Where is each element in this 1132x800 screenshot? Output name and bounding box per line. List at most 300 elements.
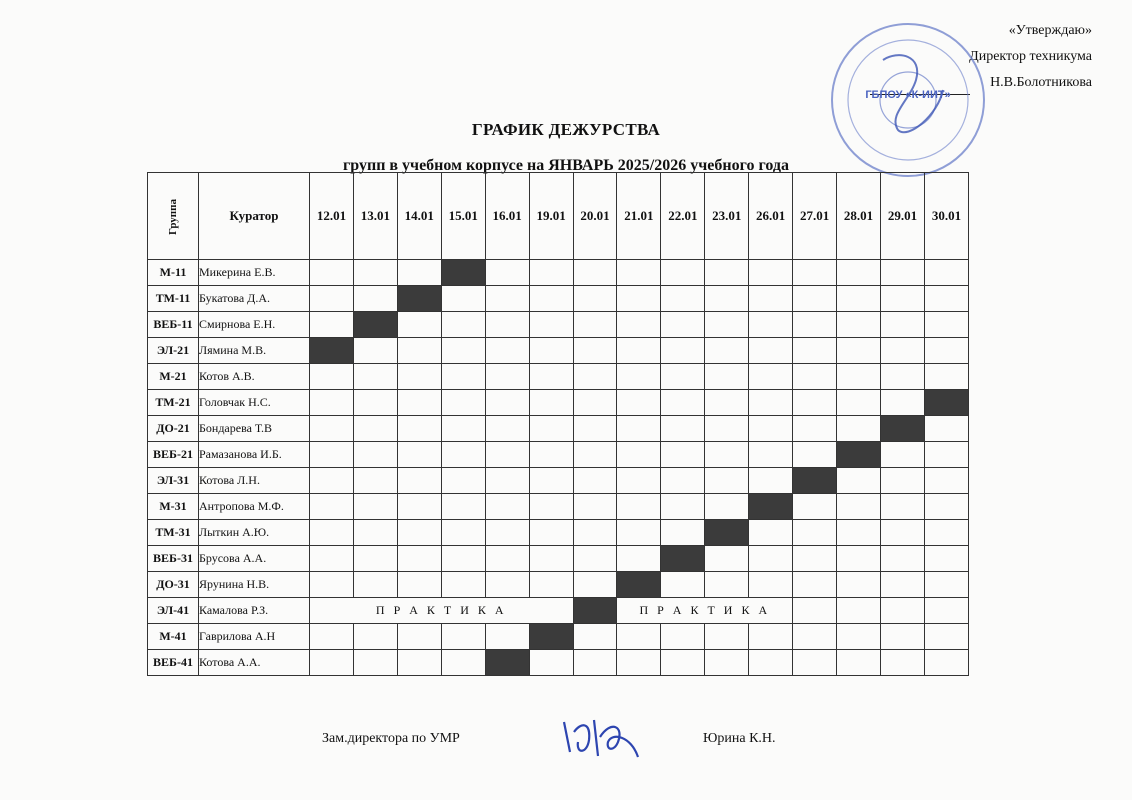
- schedule-cell: [353, 520, 397, 546]
- group-cell: М-21: [148, 364, 199, 390]
- schedule-cell: [880, 468, 924, 494]
- header-date: 16.01: [485, 173, 529, 260]
- practice-cell: П Р А К Т И К А: [617, 598, 793, 624]
- header-date: 30.01: [924, 173, 968, 260]
- schedule-cell: [749, 338, 793, 364]
- schedule-cell: [837, 416, 881, 442]
- schedule-cell: [573, 338, 617, 364]
- schedule-cell: [353, 442, 397, 468]
- schedule-cell: [661, 312, 705, 338]
- schedule-cell: [310, 364, 354, 390]
- schedule-cell: [310, 650, 354, 676]
- table-row: [148, 364, 969, 390]
- schedule-cell: [661, 494, 705, 520]
- schedule-cell: [353, 650, 397, 676]
- schedule-cell: [837, 494, 881, 520]
- schedule-cell: [705, 546, 749, 572]
- schedule-cell: [397, 364, 441, 390]
- header-date: 15.01: [441, 173, 485, 260]
- schedule-cell: [749, 624, 793, 650]
- table-row: [148, 260, 969, 286]
- schedule-cell: [617, 338, 661, 364]
- curator-cell: Котова А.А.: [199, 650, 310, 676]
- schedule-cell: [924, 572, 968, 598]
- schedule-cell: [310, 572, 354, 598]
- table-row: [148, 338, 969, 364]
- schedule-cell: [793, 390, 837, 416]
- schedule-cell: [397, 624, 441, 650]
- schedule-cell: [880, 286, 924, 312]
- duty-cell: [529, 624, 573, 650]
- curator-cell: Смирнова Е.Н.: [199, 312, 310, 338]
- schedule-cell: [837, 390, 881, 416]
- schedule-cell: [573, 572, 617, 598]
- schedule-cell: [441, 338, 485, 364]
- schedule-cell: [924, 520, 968, 546]
- schedule-cell: [485, 442, 529, 468]
- schedule-cell: [661, 520, 705, 546]
- schedule-cell: [485, 468, 529, 494]
- schedule-cell: [661, 468, 705, 494]
- schedule-cell: [705, 572, 749, 598]
- schedule-cell: [397, 338, 441, 364]
- schedule-cell: [441, 650, 485, 676]
- schedule-cell: [397, 260, 441, 286]
- schedule-cell: [353, 572, 397, 598]
- group-cell: ТМ-11: [148, 286, 199, 312]
- header-date: 20.01: [573, 173, 617, 260]
- schedule-cell: [397, 494, 441, 520]
- approval-line-1: «Утверждаю»: [1008, 23, 1092, 38]
- schedule-cell: [793, 312, 837, 338]
- group-cell: ТМ-31: [148, 520, 199, 546]
- group-cell: ДО-31: [148, 572, 199, 598]
- schedule-cell: [617, 286, 661, 312]
- schedule-cell: [485, 494, 529, 520]
- schedule-cell: [880, 520, 924, 546]
- schedule-cell: [310, 416, 354, 442]
- schedule-cell: [924, 546, 968, 572]
- schedule-cell: [661, 286, 705, 312]
- schedule-cell: [573, 468, 617, 494]
- schedule-cell: [924, 442, 968, 468]
- schedule-cell: [837, 312, 881, 338]
- schedule-cell: [837, 650, 881, 676]
- header-date: 21.01: [617, 173, 661, 260]
- header-date: 23.01: [705, 173, 749, 260]
- footer-position: Зам.директора по УМР: [322, 731, 460, 746]
- schedule-cell: [837, 546, 881, 572]
- schedule-cell: [617, 312, 661, 338]
- schedule-cell: [573, 416, 617, 442]
- curator-cell: Ярунина Н.В.: [199, 572, 310, 598]
- schedule-cell: [924, 260, 968, 286]
- schedule-cell: [441, 468, 485, 494]
- schedule-cell: [529, 572, 573, 598]
- duty-cell: [353, 312, 397, 338]
- table-row: [148, 468, 969, 494]
- schedule-cell: [397, 650, 441, 676]
- schedule-cell: [485, 390, 529, 416]
- stamp-text: ГБПОУ «К-ИИТ»: [865, 89, 951, 101]
- schedule-cell: [749, 572, 793, 598]
- header-date: 14.01: [397, 173, 441, 260]
- schedule-cell: [310, 390, 354, 416]
- schedule-cell: [705, 312, 749, 338]
- curator-cell: Микерина Е.В.: [199, 260, 310, 286]
- official-stamp: [828, 20, 988, 180]
- schedule-cell: [485, 260, 529, 286]
- schedule-cell: [441, 546, 485, 572]
- schedule-cell: [705, 624, 749, 650]
- schedule-cell: [837, 364, 881, 390]
- group-cell: М-41: [148, 624, 199, 650]
- group-cell: ТМ-21: [148, 390, 199, 416]
- schedule-cell: [880, 494, 924, 520]
- group-cell: ЭЛ-21: [148, 338, 199, 364]
- table-row: [148, 598, 969, 624]
- duty-schedule-table: [147, 172, 969, 676]
- curator-cell: Бондарева Т.В: [199, 416, 310, 442]
- group-cell: ЭЛ-41: [148, 598, 199, 624]
- schedule-cell: [880, 650, 924, 676]
- schedule-cell: [529, 546, 573, 572]
- schedule-cell: [573, 494, 617, 520]
- practice-cell: П Р А К Т И К А: [310, 598, 574, 624]
- schedule-cell: [441, 442, 485, 468]
- group-cell: М-11: [148, 260, 199, 286]
- schedule-cell: [573, 546, 617, 572]
- schedule-cell: [617, 650, 661, 676]
- schedule-cell: [793, 364, 837, 390]
- schedule-cell: [617, 546, 661, 572]
- schedule-cell: [793, 260, 837, 286]
- schedule-cell: [441, 494, 485, 520]
- schedule-cell: [310, 312, 354, 338]
- schedule-cell: [837, 338, 881, 364]
- schedule-cell: [353, 260, 397, 286]
- schedule-cell: [793, 598, 837, 624]
- schedule-cell: [837, 286, 881, 312]
- approval-line-3: Н.В.Болотникова: [990, 75, 1092, 90]
- curator-cell: Головчак Н.С.: [199, 390, 310, 416]
- curator-cell: Лыткин А.Ю.: [199, 520, 310, 546]
- schedule-cell: [310, 468, 354, 494]
- group-cell: М-31: [148, 494, 199, 520]
- schedule-cell: [924, 494, 968, 520]
- schedule-cell: [529, 286, 573, 312]
- schedule-cell: [705, 286, 749, 312]
- schedule-cell: [880, 338, 924, 364]
- footer-signature: [556, 712, 646, 762]
- schedule-cell: [353, 338, 397, 364]
- schedule-cell: [837, 598, 881, 624]
- group-cell: ВЕБ-11: [148, 312, 199, 338]
- schedule-cell: [793, 572, 837, 598]
- schedule-cell: [353, 494, 397, 520]
- schedule-cell: [749, 390, 793, 416]
- schedule-cell: [485, 364, 529, 390]
- schedule-cell: [924, 364, 968, 390]
- schedule-cell: [573, 520, 617, 546]
- schedule-cell: [880, 390, 924, 416]
- schedule-cell: [529, 520, 573, 546]
- schedule-cell: [485, 416, 529, 442]
- duty-cell: [880, 416, 924, 442]
- schedule-cell: [661, 390, 705, 416]
- schedule-cell: [573, 442, 617, 468]
- schedule-cell: [924, 416, 968, 442]
- schedule-cell: [749, 416, 793, 442]
- schedule-cell: [397, 442, 441, 468]
- schedule-cell: [353, 624, 397, 650]
- curator-cell: Камалова Р.З.: [199, 598, 310, 624]
- schedule-cell: [353, 416, 397, 442]
- schedule-cell: [661, 338, 705, 364]
- schedule-cell: [573, 390, 617, 416]
- schedule-cell: [397, 572, 441, 598]
- table-row: [148, 312, 969, 338]
- table-row: [148, 494, 969, 520]
- schedule-cell: [705, 494, 749, 520]
- schedule-cell: [924, 650, 968, 676]
- schedule-cell: [617, 260, 661, 286]
- table-row: [148, 572, 969, 598]
- duty-cell: [661, 546, 705, 572]
- schedule-cell: [749, 364, 793, 390]
- schedule-cell: [880, 442, 924, 468]
- schedule-cell: [924, 624, 968, 650]
- schedule-cell: [617, 624, 661, 650]
- schedule-cell: [441, 572, 485, 598]
- duty-cell: [485, 650, 529, 676]
- schedule-cell: [485, 520, 529, 546]
- schedule-cell: [529, 494, 573, 520]
- schedule-cell: [617, 364, 661, 390]
- schedule-cell: [705, 650, 749, 676]
- duty-cell: [573, 598, 617, 624]
- schedule-cell: [353, 546, 397, 572]
- page-title: ГРАФИК ДЕЖУРСТВА: [471, 120, 661, 139]
- header-curator: Куратор: [199, 173, 310, 260]
- header-date: 26.01: [749, 173, 793, 260]
- schedule-cell: [924, 598, 968, 624]
- schedule-cell: [617, 442, 661, 468]
- schedule-cell: [310, 260, 354, 286]
- schedule-cell: [310, 546, 354, 572]
- schedule-cell: [749, 312, 793, 338]
- schedule-cell: [485, 286, 529, 312]
- schedule-cell: [837, 572, 881, 598]
- schedule-cell: [529, 416, 573, 442]
- schedule-cell: [661, 650, 705, 676]
- table-row: [148, 546, 969, 572]
- schedule-cell: [353, 286, 397, 312]
- header-group: Группа: [148, 173, 199, 260]
- schedule-cell: [880, 598, 924, 624]
- duty-cell: [705, 520, 749, 546]
- schedule-cell: [749, 260, 793, 286]
- schedule-cell: [617, 468, 661, 494]
- schedule-cell: [793, 442, 837, 468]
- schedule-cell: [880, 260, 924, 286]
- schedule-cell: [529, 338, 573, 364]
- schedule-cell: [441, 286, 485, 312]
- duty-cell: [749, 494, 793, 520]
- duty-cell: [310, 338, 354, 364]
- schedule-cell: [880, 572, 924, 598]
- header-date: 22.01: [661, 173, 705, 260]
- schedule-cell: [661, 364, 705, 390]
- schedule-cell: [837, 260, 881, 286]
- curator-cell: Рамазанова И.Б.: [199, 442, 310, 468]
- schedule-cell: [793, 286, 837, 312]
- table-row: [148, 650, 969, 676]
- schedule-cell: [397, 390, 441, 416]
- header-date: 12.01: [310, 173, 354, 260]
- schedule-cell: [749, 286, 793, 312]
- schedule-cell: [529, 442, 573, 468]
- schedule-cell: [661, 442, 705, 468]
- schedule-cell: [705, 390, 749, 416]
- schedule-cell: [880, 364, 924, 390]
- header-date: 29.01: [880, 173, 924, 260]
- schedule-cell: [310, 494, 354, 520]
- curator-cell: Котов А.В.: [199, 364, 310, 390]
- schedule-cell: [749, 442, 793, 468]
- schedule-cell: [793, 624, 837, 650]
- schedule-cell: [880, 624, 924, 650]
- schedule-cell: [529, 650, 573, 676]
- schedule-cell: [705, 442, 749, 468]
- schedule-cell: [573, 650, 617, 676]
- schedule-cell: [573, 624, 617, 650]
- schedule-cell: [705, 468, 749, 494]
- schedule-cell: [573, 312, 617, 338]
- schedule-cell: [661, 260, 705, 286]
- schedule-cell: [837, 468, 881, 494]
- schedule-cell: [617, 494, 661, 520]
- schedule-cell: [749, 546, 793, 572]
- schedule-cell: [310, 442, 354, 468]
- curator-cell: Антропова М.Ф.: [199, 494, 310, 520]
- duty-cell: [441, 260, 485, 286]
- group-cell: ВЕБ-21: [148, 442, 199, 468]
- schedule-cell: [880, 546, 924, 572]
- schedule-cell: [485, 572, 529, 598]
- schedule-cell: [880, 312, 924, 338]
- header-date: 19.01: [529, 173, 573, 260]
- duty-cell: [793, 468, 837, 494]
- schedule-cell: [661, 624, 705, 650]
- schedule-cell: [837, 624, 881, 650]
- footer-name: Юрина К.Н.: [703, 731, 776, 746]
- schedule-cell: [529, 468, 573, 494]
- header-date: 27.01: [793, 173, 837, 260]
- schedule-cell: [353, 390, 397, 416]
- schedule-cell: [793, 338, 837, 364]
- schedule-cell: [353, 468, 397, 494]
- schedule-cell: [749, 650, 793, 676]
- schedule-cell: [705, 260, 749, 286]
- schedule-cell: [310, 624, 354, 650]
- schedule-cell: [485, 546, 529, 572]
- schedule-cell: [705, 338, 749, 364]
- schedule-cell: [485, 624, 529, 650]
- curator-cell: Котова Л.Н.: [199, 468, 310, 494]
- schedule-cell: [793, 546, 837, 572]
- schedule-cell: [573, 286, 617, 312]
- schedule-cell: [617, 416, 661, 442]
- schedule-cell: [353, 364, 397, 390]
- schedule-cell: [441, 364, 485, 390]
- schedule-cell: [924, 312, 968, 338]
- schedule-cell: [573, 260, 617, 286]
- schedule-cell: [793, 494, 837, 520]
- schedule-cell: [529, 364, 573, 390]
- header-date: 13.01: [353, 173, 397, 260]
- group-cell: ЭЛ-31: [148, 468, 199, 494]
- schedule-cell: [310, 520, 354, 546]
- curator-cell: Лямина М.В.: [199, 338, 310, 364]
- table-row: [148, 520, 969, 546]
- schedule-cell: [705, 416, 749, 442]
- schedule-cell: [573, 364, 617, 390]
- schedule-cell: [397, 520, 441, 546]
- schedule-cell: [529, 312, 573, 338]
- schedule-cell: [837, 520, 881, 546]
- schedule-cell: [793, 520, 837, 546]
- duty-cell: [397, 286, 441, 312]
- schedule-cell: [485, 312, 529, 338]
- group-cell: ВЕБ-41: [148, 650, 199, 676]
- approval-line-2: Директор техникума: [969, 49, 1092, 64]
- schedule-cell: [441, 390, 485, 416]
- schedule-cell: [924, 286, 968, 312]
- schedule-cell: [529, 260, 573, 286]
- schedule-cell: [310, 286, 354, 312]
- schedule-cell: [441, 416, 485, 442]
- schedule-cell: [529, 390, 573, 416]
- schedule-cell: [397, 468, 441, 494]
- duty-cell: [617, 572, 661, 598]
- group-cell: ВЕБ-31: [148, 546, 199, 572]
- table-row: [148, 442, 969, 468]
- duty-cell: [924, 390, 968, 416]
- page-subtitle: групп в учебном корпусе на ЯНВАРЬ 2025/2026 учебного года: [343, 157, 789, 174]
- duty-cell: [837, 442, 881, 468]
- table-row: [148, 390, 969, 416]
- curator-cell: Гаврилова А.Н: [199, 624, 310, 650]
- group-cell: ДО-21: [148, 416, 199, 442]
- schedule-cell: [617, 520, 661, 546]
- schedule-cell: [793, 650, 837, 676]
- schedule-cell: [749, 520, 793, 546]
- header-date: 28.01: [837, 173, 881, 260]
- schedule-cell: [485, 338, 529, 364]
- schedule-cell: [924, 468, 968, 494]
- schedule-cell: [661, 572, 705, 598]
- schedule-cell: [397, 416, 441, 442]
- schedule-cell: [397, 546, 441, 572]
- schedule-cell: [924, 338, 968, 364]
- schedule-cell: [441, 624, 485, 650]
- schedule-cell: [793, 416, 837, 442]
- table-row: [148, 624, 969, 650]
- schedule-cell: [441, 520, 485, 546]
- schedule-cell: [617, 390, 661, 416]
- table-row: [148, 416, 969, 442]
